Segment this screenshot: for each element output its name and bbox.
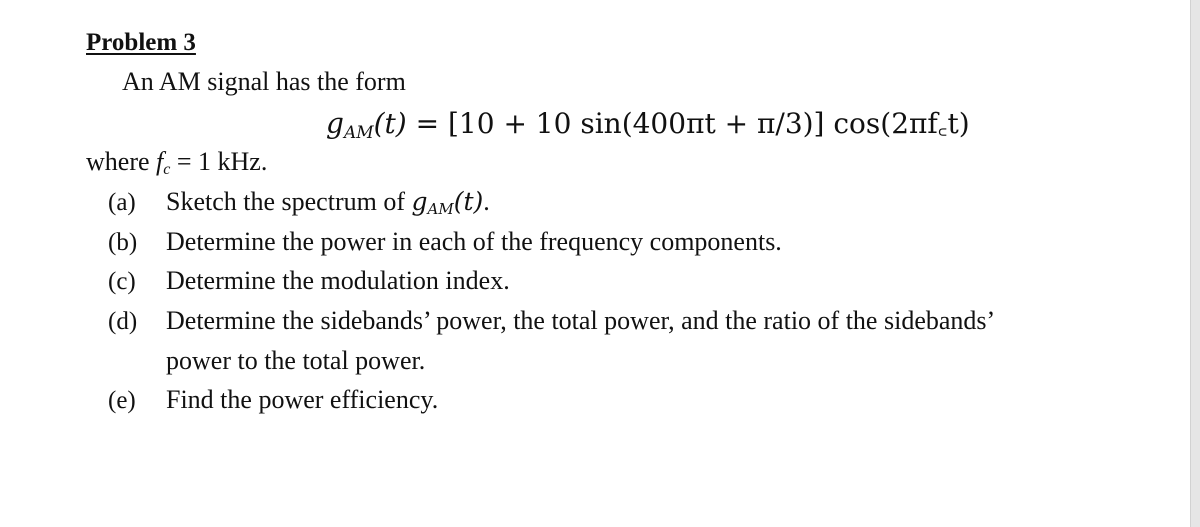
item-a-func-arg: (t) — [453, 187, 484, 216]
item-b-label: (b) — [108, 229, 138, 256]
item-d-text: Determine the sidebands’ power, the total power, and the ratio of the sidebands’ — [166, 306, 996, 335]
item-a-text — [166, 189, 490, 217]
where-prefix: where — [86, 147, 157, 176]
item-a-label: (a) — [108, 189, 136, 216]
item-a-prefix: Sketch the spectrum of — [166, 187, 412, 216]
item-a-suffix: . — [483, 187, 490, 216]
carrier-frequency-line — [86, 149, 267, 178]
item-a-func-subscript: AM — [427, 200, 454, 218]
fc-subscript: c — [163, 161, 171, 178]
equation-lhs — [326, 107, 407, 143]
fc-symbol — [156, 147, 170, 176]
item-e-text: Find the power efficiency. — [166, 385, 439, 414]
item-e-label: (e) — [108, 387, 136, 414]
equation-lhs-symbol: g — [326, 107, 344, 140]
equation-lhs-subscript: AM — [343, 123, 374, 143]
vertical-scrollbar[interactable] — [1190, 0, 1200, 527]
equation-rhs: = [10 + 10 sin(400πt + π/3)] cos(2πf꜀t) — [406, 107, 970, 140]
item-a-func-symbol: g — [411, 187, 428, 216]
problem-intro: An AM signal has the form — [122, 67, 406, 96]
am-signal-equation — [326, 107, 970, 143]
item-b-text: Determine the power in each of the frequency components. — [166, 227, 782, 256]
fc-value: = 1 kHz. — [170, 147, 268, 176]
item-d-label: (d) — [108, 308, 138, 335]
item-a-function — [412, 187, 484, 216]
fc-symbol-letter: f — [156, 147, 164, 176]
equation-lhs-arg: (t) — [373, 107, 407, 140]
item-c-text: Determine the modulation index. — [166, 266, 510, 295]
problem-heading: Problem 3 — [86, 29, 196, 56]
item-c-label: (c) — [108, 268, 136, 295]
item-d-continuation: power to the total power. — [166, 346, 426, 375]
